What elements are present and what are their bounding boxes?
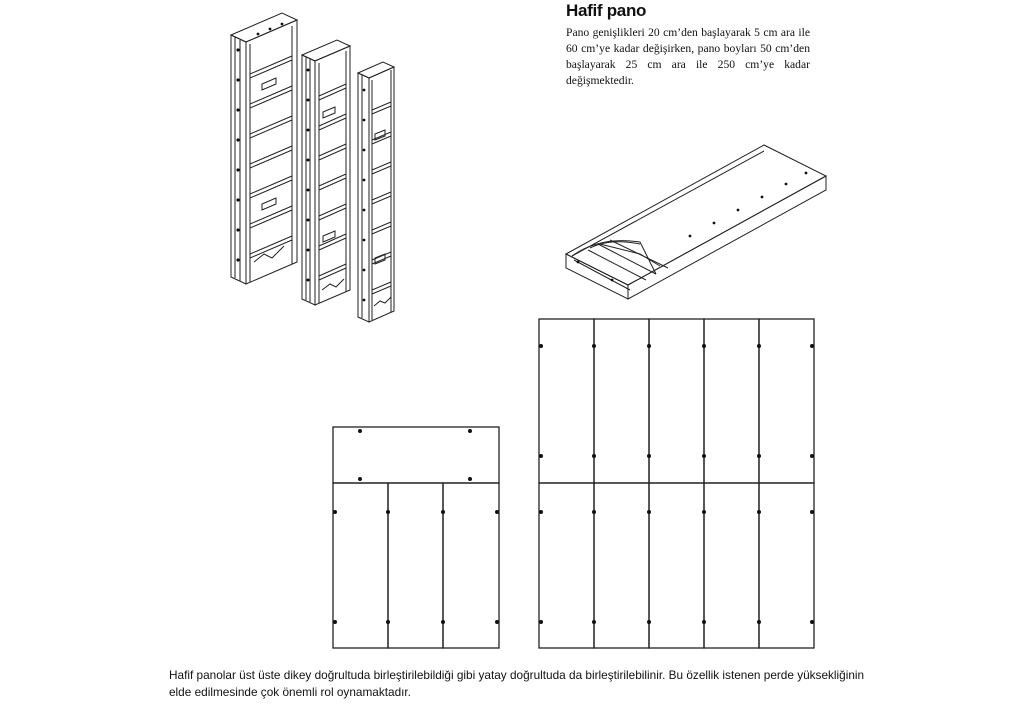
vertical-panel-short [358,62,394,322]
page-heading: Hafif pano [566,1,647,20]
horizontal-panel [566,145,826,299]
description-text: Pano genişlikleri 20 cm’den başlayarak 5 cm ara ile 60 cm’ye kadar değişirken, pano boyları 50 cm’den başlayarak 25 cm ara ile 250 cm’ye kadar değişmektedir. [566,26,810,87]
panel-elevation-right [539,319,814,648]
panel-elevation-left [333,427,499,648]
vertical-panel-tall [231,13,297,284]
vertical-panel-medium [302,40,350,305]
figure-caption: Hafif panolar üst üste dikey doğrultuda birleştirilebildiği gibi yatay doğrultuda da birleştirilebilinir. Bu özellik istenen perde yüksekliğinin elde edilmesinde çok önemli rol oynamaktadır. [169,668,865,699]
